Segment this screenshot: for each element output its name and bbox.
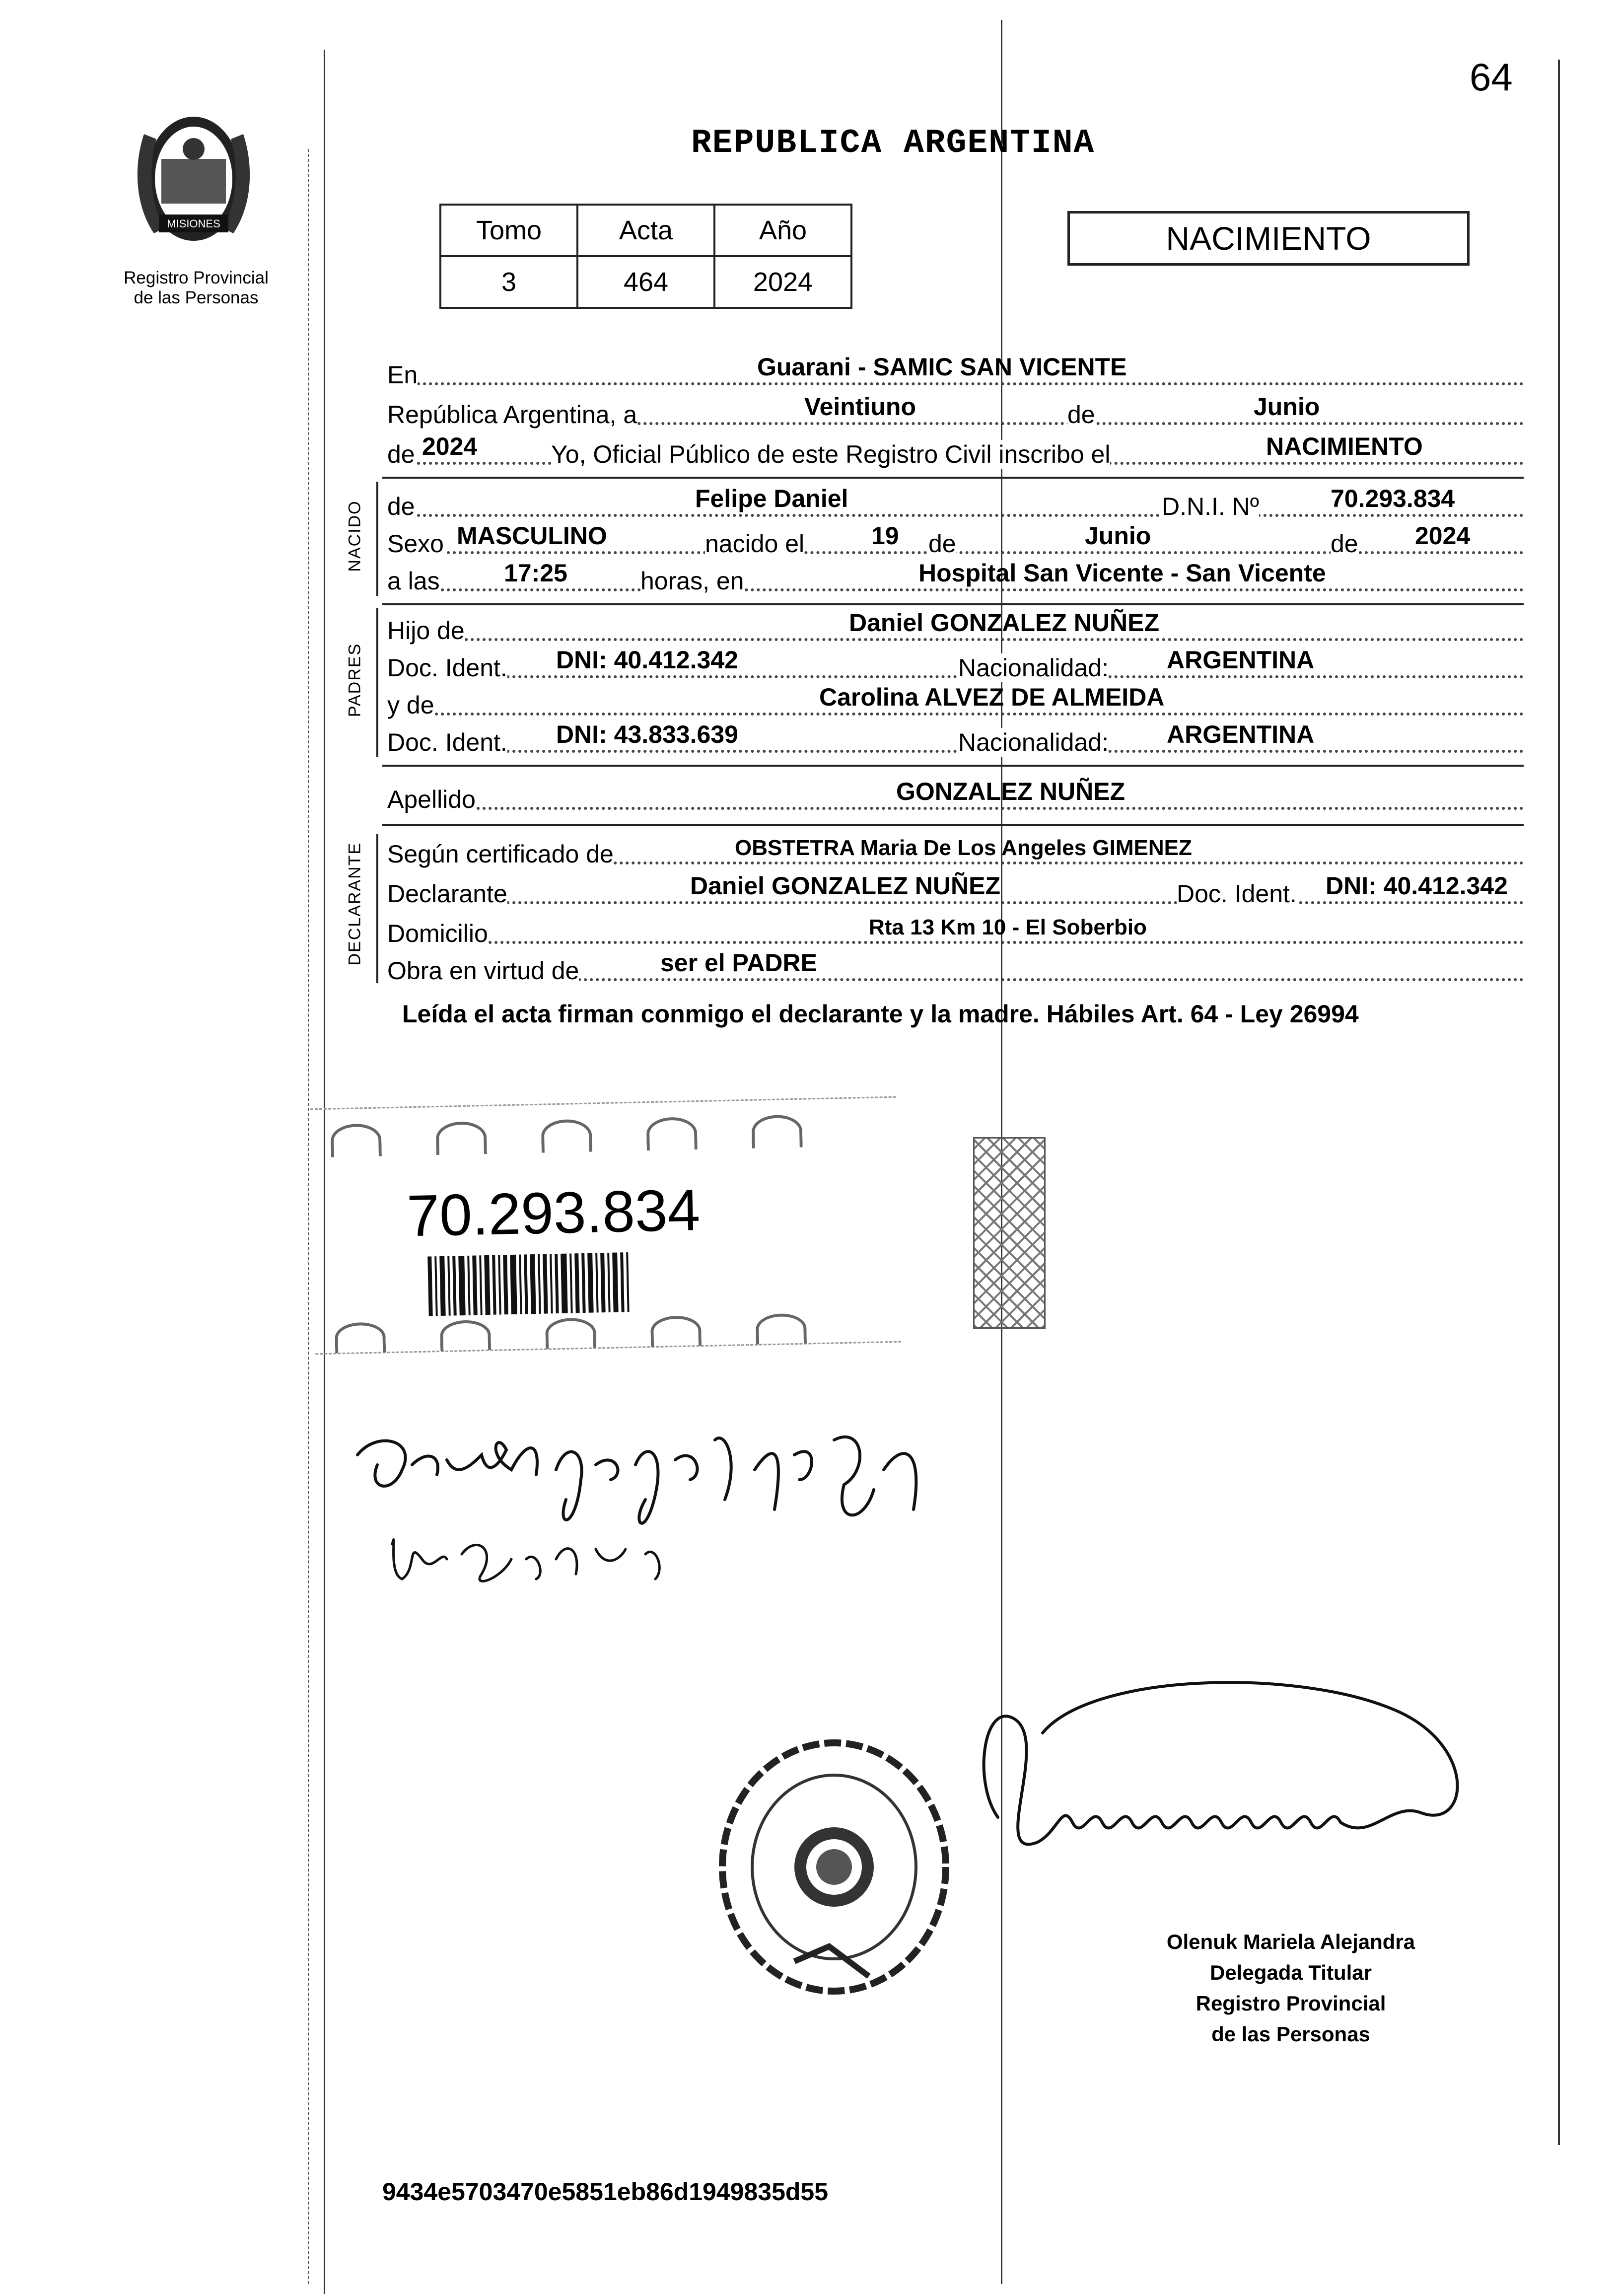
padre-row xyxy=(387,608,1524,648)
record-type-box: NACIMIENTO xyxy=(1067,211,1470,266)
year-value: 2024 xyxy=(422,432,478,460)
madre-doc-label: Doc. Ident. xyxy=(387,728,507,756)
declarante-name: Daniel GONZALEZ NUÑEZ xyxy=(690,872,1001,900)
document-hash: 9434e5703470e5851eb86d1949835d55 xyxy=(382,2178,829,2206)
hijo-de-label: Hijo de xyxy=(387,617,465,645)
madre-doc: DNI: 43.833.639 xyxy=(556,720,738,748)
shield-icon xyxy=(119,104,268,253)
cert-row xyxy=(387,832,1524,871)
year-text: Yo, Oficial Público de este Registro Civil inscribo el xyxy=(551,440,1111,468)
official-name: Olenuk Mariela Alejandra xyxy=(1166,1930,1415,1953)
official-title: Delegada Titular xyxy=(1210,1961,1372,1984)
province-emblem xyxy=(119,104,268,253)
birth-day: 19 xyxy=(871,522,899,550)
signature-official xyxy=(943,1653,1514,1902)
madre-row xyxy=(387,683,1524,722)
page-number: 64 xyxy=(1470,55,1513,99)
madre-doc-row xyxy=(387,720,1524,760)
date-row xyxy=(387,392,1524,432)
apellido-value: GONZALEZ NUÑEZ xyxy=(896,778,1126,805)
section-padres: PADRES xyxy=(345,643,364,718)
obra-label: Obra en virtud de xyxy=(387,957,579,985)
hora-row xyxy=(387,559,1524,598)
nacido-bar xyxy=(376,482,378,596)
sticker-pattern-top xyxy=(331,1113,877,1159)
padre-nac: ARGENTINA xyxy=(1167,646,1315,674)
signature-parents xyxy=(348,1410,993,1619)
padres-bar xyxy=(376,608,378,757)
domicilio-row xyxy=(387,911,1524,951)
header-acta: Acta xyxy=(577,205,714,256)
stamp-seal-icon xyxy=(705,1728,963,2006)
year-de-label: de xyxy=(387,440,415,468)
event-value: NACIMIENTO xyxy=(1266,432,1423,460)
dni-label: D.N.I. Nº xyxy=(1162,493,1260,520)
barcode xyxy=(427,1250,726,1316)
declarante-doc-label: Doc. Ident. xyxy=(1177,880,1297,908)
obra-row xyxy=(387,948,1524,988)
hora-value: 17:25 xyxy=(504,559,567,587)
sexo-value: MASCULINO xyxy=(457,522,607,550)
lugar-value: Hospital San Vicente - San Vicente xyxy=(918,559,1326,587)
year-row xyxy=(387,432,1524,472)
divider xyxy=(382,824,1524,826)
madre-nac-label: Nacionalidad: xyxy=(958,728,1109,756)
value-acta: 464 xyxy=(577,256,714,308)
place-label: En xyxy=(387,361,418,389)
place-value: Guarani - SAMIC SAN VICENTE xyxy=(757,353,1127,381)
cert-label: Según certificado de xyxy=(387,840,614,868)
nacido-dni: 70.293.834 xyxy=(1331,485,1455,512)
svg-text:MISIONES: MISIONES xyxy=(167,217,220,230)
y-de-label: y de xyxy=(387,691,434,719)
hora-label: a las xyxy=(387,567,440,595)
page-title: REPUBLICA ARGENTINA xyxy=(691,124,1095,162)
divider xyxy=(382,477,1524,479)
header-ano: Año xyxy=(714,205,851,256)
padre-nac-label: Nacionalidad: xyxy=(958,654,1109,682)
left-margin-dash xyxy=(308,149,309,2284)
cert-value: OBSTETRA Maria De Los Angeles GIMENEZ xyxy=(735,836,1192,860)
padre-doc-label: Doc. Ident. xyxy=(387,654,507,682)
birth-month: Junio xyxy=(1085,522,1151,550)
official-office-2: de las Personas xyxy=(1211,2022,1370,2046)
sticker-pattern-bottom xyxy=(335,1311,881,1353)
nacido-name-row xyxy=(387,484,1524,524)
nacido-el-label: nacido el xyxy=(705,530,805,558)
horas-en-label: horas, en xyxy=(640,567,744,595)
birth-de-label: de xyxy=(928,530,956,558)
place-row xyxy=(387,353,1524,392)
date-month: Junio xyxy=(1254,393,1320,421)
nacido-name-label: de xyxy=(387,493,415,520)
header-tomo: Tomo xyxy=(440,205,577,256)
date-day: Veintiuno xyxy=(804,393,916,421)
divider xyxy=(382,765,1524,767)
sexo-row xyxy=(387,521,1524,561)
nacido-name: Felipe Daniel xyxy=(695,485,848,512)
record-table xyxy=(439,204,852,309)
declarante-label: Declarante xyxy=(387,880,507,908)
registry-name: Registro Provincial de las Personas xyxy=(124,268,269,307)
closing-text: Leída el acta firman conmigo el declarante y la madre. Hábiles Art. 64 - Ley 26994 xyxy=(402,1000,1359,1028)
declarante-row xyxy=(387,871,1524,911)
sticker-number: 70.293.834 xyxy=(406,1177,701,1249)
id-sticker xyxy=(310,1096,901,1355)
padre-name: Daniel GONZALEZ NUÑEZ xyxy=(849,609,1160,637)
declarante-doc: DNI: 40.412.342 xyxy=(1326,872,1508,900)
madre-name: Carolina ALVEZ DE ALMEIDA xyxy=(819,683,1165,711)
declarante-bar xyxy=(376,834,378,983)
sexo-label: Sexo xyxy=(387,530,444,558)
padre-doc-row xyxy=(387,646,1524,685)
security-seal xyxy=(973,1137,1046,1329)
value-ano: 2024 xyxy=(714,256,851,308)
section-declarante: DECLARANTE xyxy=(345,842,364,966)
domicilio-value: Rta 13 Km 10 - El Soberbio xyxy=(869,915,1147,939)
section-nacido: NACIDO xyxy=(345,500,364,572)
birth-year: 2024 xyxy=(1415,522,1471,550)
value-tomo: 3 xyxy=(440,256,577,308)
apellido-row xyxy=(387,777,1524,817)
date-label: República Argentina, a xyxy=(387,401,637,429)
official-stamp xyxy=(705,1728,963,2006)
birth-de2-label: de xyxy=(1331,530,1358,558)
obra-value: ser el PADRE xyxy=(660,949,817,977)
divider xyxy=(382,603,1524,605)
official-office-1: Registro Provincial xyxy=(1196,1992,1386,2015)
madre-nac: ARGENTINA xyxy=(1167,720,1315,748)
domicilio-label: Domicilio xyxy=(387,920,488,947)
right-margin-line xyxy=(1558,60,1560,2145)
official-block xyxy=(1117,1927,1465,2050)
apellido-label: Apellido xyxy=(387,786,476,813)
padre-doc: DNI: 40.412.342 xyxy=(556,646,738,674)
date-de-label: de xyxy=(1067,401,1095,429)
